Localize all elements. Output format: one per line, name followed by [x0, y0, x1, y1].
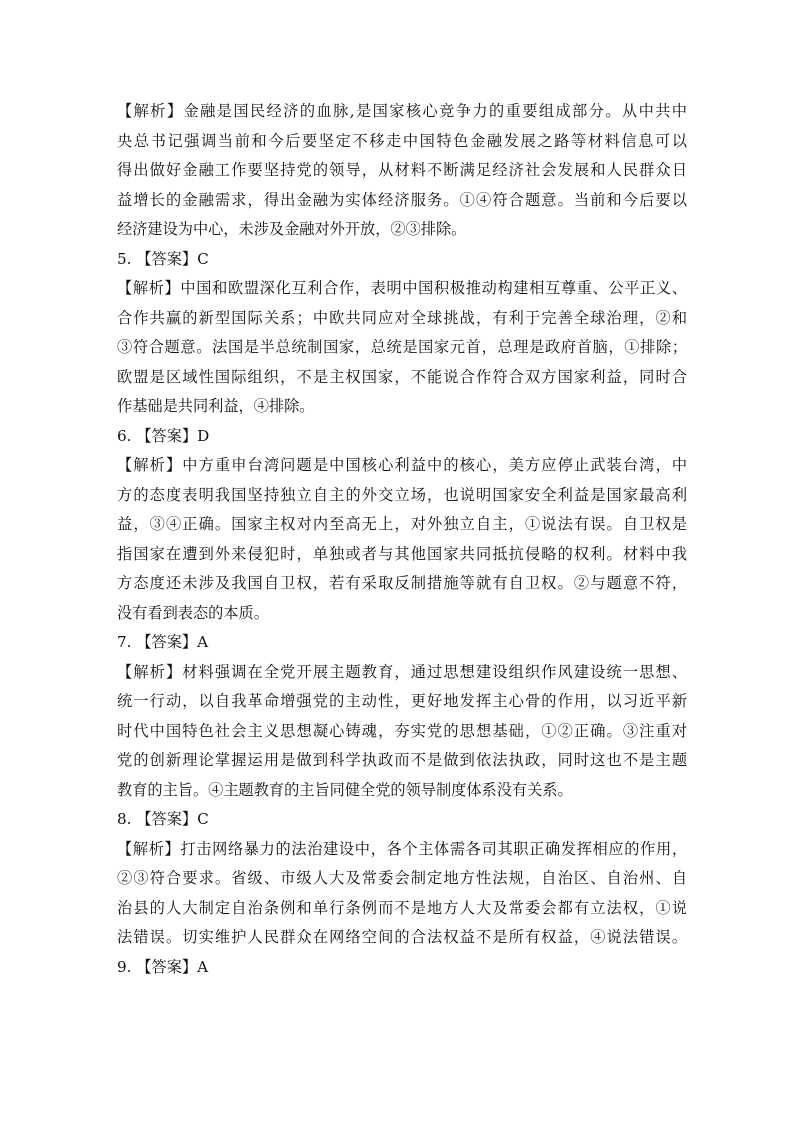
text-line: 益，③④正确。国家主权对内至高无上，对外独立自主，①说法有误。自卫权是: [117, 515, 687, 533]
text-line: 合作共赢的新型国际关系；中欧共同应对全球挑战，有利于完善全球治理，②和: [117, 308, 687, 327]
text-line: 时代中国特色社会主义思想凝心铸魂，夯实党的思想基础，①②正确。③注重对: [117, 721, 687, 740]
text-line: 指国家在遭到外来侵犯时，单独或者与其他国家共同抵抗侵略的权利。材料中我: [117, 544, 687, 563]
text-line: 经济建设为中心，未涉及金融对外开放，②③排除。: [117, 220, 467, 238]
analysis-paragraph: [117, 835, 687, 953]
text-line: 治县的人大制定自治条例和单行条例而不是地方人大及常委会都有立法权，①说: [117, 898, 687, 917]
text-line: 【解析】中国和欧盟深化互利合作，表明中国积极推动构建相互尊重、公平正义、: [117, 279, 687, 297]
answer-heading: 5. 【答案】C: [117, 249, 209, 268]
text-line: ②③符合要求。省级、市级人大及常委会制定地方性法规，自治区、自治州、自: [117, 869, 687, 887]
analysis-paragraph: [117, 274, 687, 422]
text-line: 央总书记强调当前和今后要坚定不移走中国特色金融发展之路等材料信息可以: [117, 131, 687, 150]
text-line: 欧盟是区域性国际组织，不是主权国家，不能说合作符合双方国家利益，同时合: [117, 367, 687, 386]
text-line: 法错误。切实维护人民群众在网络空间的合法权益不是所有权益，④说法错误。: [117, 928, 687, 946]
text-line: 【解析】中方重申台湾问题是中国核心利益中的核心，美方应停止武装台湾，中: [117, 456, 687, 474]
text-line: 得出做好金融工作要坚持党的领导，从材料不断满足经济社会发展和人民群众日: [117, 161, 687, 179]
text-line: 【解析】打击网络暴力的法治建设中，各个主体需各司其职正确发挥相应的作用，: [117, 839, 687, 858]
text-line: 党的创新理论掌握运用是做到科学执政而不是做到依法执政，同时这也不是主题: [117, 751, 687, 769]
answer-heading: 9. 【答案】A: [117, 957, 209, 976]
text-line: ③符合题意。法国是半总统制国家，总统是国家元首，总理是政府首脑，①排除；: [117, 338, 687, 356]
analysis-paragraph: [117, 451, 687, 628]
text-line: 没有看到表态的本质。: [117, 603, 269, 622]
document-page: [117, 97, 687, 982]
text-line: 教育的主旨。④主题教育的主旨同健全党的领导制度体系没有关系。: [117, 780, 573, 799]
answer-heading: 6. 【答案】D: [117, 426, 210, 445]
text-line: 方的态度表明我国坚持独立自主的外交立场，也说明国家安全利益是国家最高利: [117, 485, 687, 504]
analysis-paragraph: [117, 97, 687, 245]
answer-heading: 7. 【答案】A: [117, 633, 209, 651]
text-line: 方态度还未涉及我国自卫权，若有采取反制措施等就有自卫权。②与题意不符，: [117, 574, 687, 592]
text-line: 作基础是共同利益，④排除。: [117, 397, 315, 415]
text-line: 统一行动，以自我革命增强党的主动性，更好地发挥主心骨的作用，以习近平新: [117, 692, 687, 710]
analysis-paragraph: [117, 658, 687, 806]
text-line: 益增长的金融需求，得出金融为实体经济服务。①④符合题意。当前和今后要以: [117, 190, 687, 209]
text-line: 【解析】金融是国民经济的血脉,是国家核心竞争力的重要组成部分。从中共中: [117, 102, 687, 120]
text-line: 【解析】材料强调在全党开展主题教育，通过思想建设组织作风建设统一思想、: [117, 662, 687, 681]
answer-heading: 8. 【答案】C: [117, 810, 209, 828]
